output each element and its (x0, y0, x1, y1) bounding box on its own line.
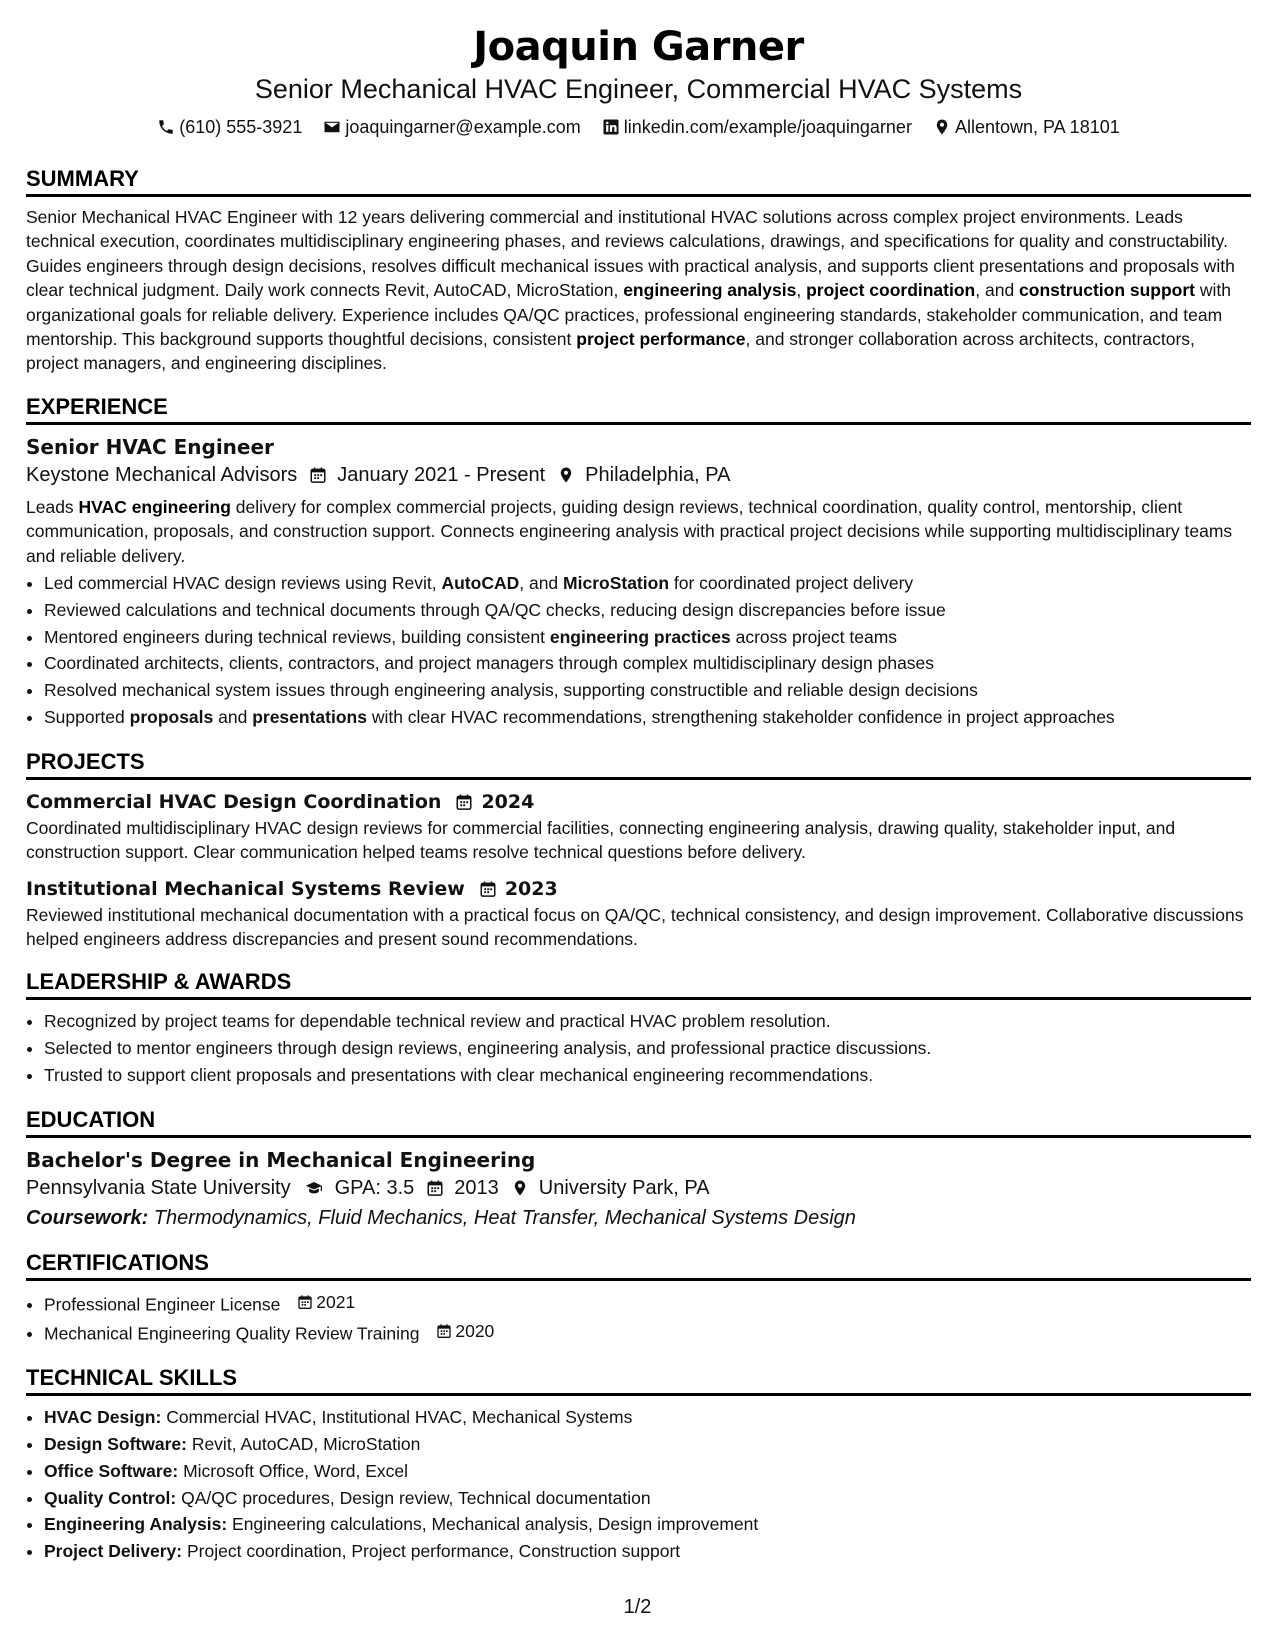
linkedin-text: linkedin.com/example/joaquingarner (623, 117, 912, 137)
location-text: Allentown, PA 18101 (954, 117, 1120, 137)
degree-title: Bachelor's Degree in Mechanical Engineering (26, 1147, 536, 1172)
cert-name: Professional Engineer License (44, 1294, 281, 1315)
list-item: • Selected to mentor engineers through design reviews, engineering analysis, and professional practice discussions. (44, 1035, 1251, 1062)
certifications-section (26, 1250, 1251, 1347)
candidate-headline: Senior Mechanical HVAC Engineer, Commercial HVAC Systems (254, 74, 1023, 104)
list-item: • Project Delivery: Project coordination, Project performance, Construction support (44, 1538, 1251, 1565)
envelope-icon (323, 118, 341, 136)
list-item: • Design Software: Revit, AutoCAD, MicroStation (44, 1431, 1251, 1458)
contact-location (933, 115, 1120, 139)
linkedin-icon (602, 118, 620, 136)
summary-text: Senior Mechanical HVAC Engineer with 12 years delivering commercial and institutional HVAC solutions across complex project environments. Leads technical execution, coordinates multidisciplinary engineering phases, and reviews calculations, drawings, and specifications for quality and constructability. Guides engineers through design decisions, resolves difficult mechanical issues with practical analysis, and supports client presentations and proposals with clear technical judgment. Daily work connects Revit, AutoCAD, MicroStation, engineering analysis, project coordination, and construction support with organizational goals for reliable delivery. Experience includes QA/QC practices, professional engineering standards, stakeholder communication, and team mentorship. This background supports thoughtful decisions, consistent project performance, and stronger collaboration across architects, contractors, project managers, and engineering disciplines. (26, 207, 1235, 374)
certifications-list (26, 1289, 1251, 1347)
list-item: • HVAC Design: Commercial HVAC, Institutional HVAC, Mechanical Systems (44, 1404, 1251, 1431)
education-meta (26, 1174, 1251, 1202)
calendar-icon (455, 793, 473, 811)
calendar-icon (297, 1294, 313, 1310)
skills-section (26, 1365, 1251, 1565)
job-bullets (26, 570, 1251, 731)
project-year: 2024 (481, 790, 535, 813)
experience-heading: EXPERIENCE (26, 394, 1251, 425)
projects-heading: PROJECTS (26, 749, 1251, 780)
job-location: Philadelphia, PA (585, 463, 731, 486)
map-pin-icon (933, 118, 951, 136)
leadership-list (26, 1008, 1251, 1088)
education-section (26, 1107, 1251, 1232)
resume-page (26, 22, 1251, 1565)
cert-name: Mechanical Engineering Quality Review Training (44, 1323, 420, 1344)
page-number: 1/2 (623, 1596, 652, 1618)
list-item: • Mentored engineers during technical reviews, building consistent engineering practices across project teams (44, 624, 1251, 651)
email-text: joaquingarner@example.com (345, 117, 581, 137)
coursework: Coursework: Thermodynamics, Fluid Mechanics, Heat Transfer, Mechanical Systems Design (26, 1206, 856, 1229)
school-name: Pennsylvania State University (26, 1176, 291, 1199)
list-item: • Engineering Analysis: Engineering calculations, Mechanical analysis, Design improvement (44, 1511, 1251, 1538)
calendar-icon (436, 1323, 452, 1339)
certifications-heading: CERTIFICATIONS (26, 1250, 1251, 1281)
leadership-heading: LEADERSHIP & AWARDS (26, 969, 1251, 1000)
job-description: Leads HVAC engineering delivery for complex commercial projects, guiding design reviews, technical coordination, quality control, mentorship, client communication, proposals, and construction support. Connects engineering analysis with practical project decisions while supporting multidisciplinary teams and reliable delivery. (26, 496, 1233, 566)
calendar-icon (426, 1179, 444, 1197)
list-item: • Coordinated architects, clients, contractors, and project managers through complex multidisciplinary design phases (44, 650, 1251, 677)
calendar-icon (479, 880, 497, 898)
education-heading: EDUCATION (26, 1107, 1251, 1138)
list-item: • Recognized by project teams for dependable technical review and practical HVAC problem resolution. (44, 1008, 1251, 1035)
list-item: • Quality Control: QA/QC procedures, Design review, Technical documentation (44, 1485, 1251, 1512)
experience-section (26, 394, 1251, 731)
project-name: Institutional Mechanical Systems Review (26, 877, 465, 900)
list-item (44, 1318, 1251, 1347)
cert-year: 2020 (455, 1321, 495, 1342)
list-item: • Reviewed calculations and technical documents through QA/QC checks, reducing design discrepancies before issue (44, 597, 1251, 624)
contact-phone[interactable] (157, 115, 302, 139)
phone-text: (610) 555-3921 (179, 117, 303, 137)
gpa: GPA: 3.5 (334, 1176, 415, 1199)
job-dates: January 2021 - Present (337, 463, 546, 486)
list-item: • Supported proposals and presentations with clear HVAC recommendations, strengthening stakeholder confidence in project approaches (44, 704, 1251, 731)
project-item (26, 875, 1251, 952)
project-name: Commercial HVAC Design Coordination (26, 790, 442, 813)
school-location: University Park, PA (538, 1176, 710, 1199)
list-item: • Trusted to support client proposals and presentations with clear mechanical engineering recommendations. (44, 1062, 1251, 1089)
skills-heading: TECHNICAL SKILLS (26, 1365, 1251, 1396)
project-description: Coordinated multidisciplinary HVAC design reviews for commercial facilities, connecting engineering analysis, drawing quality, stakeholder input, and construction support. Clear communication helped teams resolve technical questions before delivery. (26, 817, 1176, 863)
project-description: Reviewed institutional mechanical documentation with a practical focus on QA/QC, technical consistency, and design improvement. Collaborative discussions helped engineers address discrepancies and present sound recommendations. (26, 904, 1244, 950)
list-item: • Resolved mechanical system issues through engineering analysis, supporting constructible and reliable design decisions (44, 677, 1251, 704)
project-year: 2023 (504, 877, 558, 900)
contact-email[interactable] (323, 115, 580, 139)
map-pin-icon (557, 466, 575, 484)
list-item: • Office Software: Microsoft Office, Word, Excel (44, 1458, 1251, 1485)
cert-year: 2021 (316, 1291, 356, 1312)
contact-linkedin[interactable] (602, 115, 912, 139)
list-item: • Led commercial HVAC design reviews using Revit, AutoCAD, and MicroStation for coordinated project delivery (44, 570, 1251, 597)
list-item (44, 1289, 1251, 1318)
candidate-name: Joaquin Garner (473, 24, 804, 70)
graduation-cap-icon (303, 1179, 325, 1197)
job-title: Senior HVAC Engineer (26, 434, 274, 459)
calendar-icon (309, 466, 327, 484)
project-item (26, 788, 1251, 865)
summary-heading: SUMMARY (26, 166, 1251, 197)
summary-section (26, 166, 1251, 376)
company-name: Keystone Mechanical Advisors (26, 463, 298, 486)
phone-icon (157, 118, 175, 136)
skills-list (26, 1404, 1251, 1565)
job-meta (26, 461, 1251, 489)
leadership-section (26, 969, 1251, 1088)
contact-bar (26, 115, 1251, 142)
projects-section (26, 749, 1251, 952)
graduation-year: 2013 (454, 1176, 499, 1199)
map-pin-icon (511, 1179, 529, 1197)
